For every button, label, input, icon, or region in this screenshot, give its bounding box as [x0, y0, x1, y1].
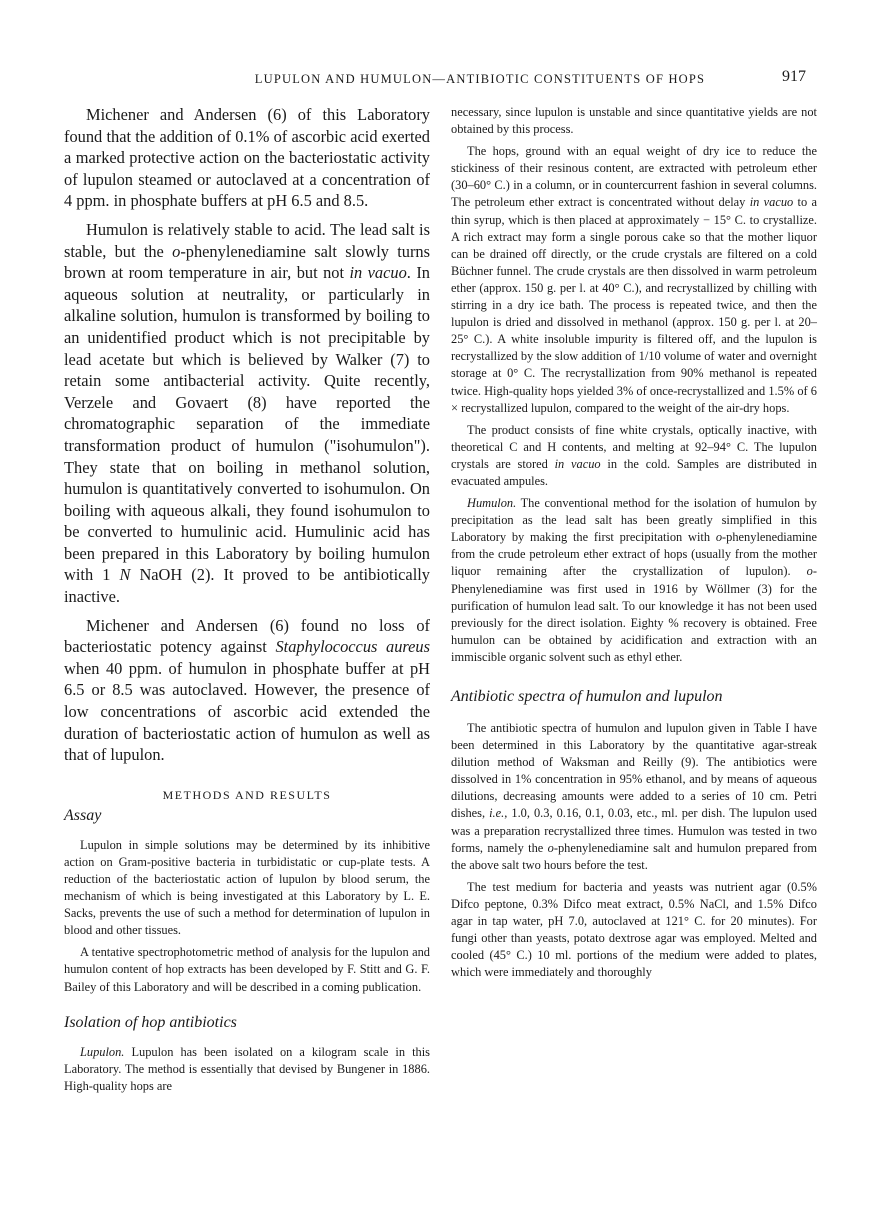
subheading-antibiotic-spectra: Antibiotic spectra of humulon and lupulon	[451, 688, 723, 705]
paragraph-product-description: The product consists of fine white crystals, optically inactive, with theoretical C and H contents, and melting at 92–94° C. The lupulon crystals are stored in vacuo in the cold. Samples are distributed in evacuated ampules.	[451, 422, 817, 488]
running-head: LUPULON AND HUMULON—ANTIBIOTIC CONSTITUENTS OF HOPS	[254, 72, 706, 86]
paragraph-humulon-stability: Humulon is relatively stable to acid. The lead salt is stable, but the o-phenylenediamine salt slowly turns brown at room temperature in air, but not in vacuo. In aqueous solution at neutrality, or particularly in alkaline solution, humulon is transformed by boiling to an unidentified product which is not precipitable by lead acetate but which is believed by Walker (7) to retain some antibacterial activity. Quite recently, Verzele and Govaert (8) have reported the chromatographic separation of the immediate transformation product of humulon ("isohumulon"). They state that on boiling in methanol solution, humulon is quantitatively converted to isohumulon. On boiling with aqueous alkali, they found isohumulon to be converted to humulinic acid. Humulinic acid has been prepared in this Laboratory by boiling humulon with 1 N NaOH (2). It proved to be antibiotically inactive.	[64, 219, 430, 607]
lupulon-method-section	[451, 104, 817, 666]
paragraph-hops-extraction: The hops, ground with an equal weight of dry ice to reduce the stickiness of their resinous content, are extracted with petroleum ether (30–60° C.) in a column, or in countercurrent fashion in several columns. The petroleum ether extract is concentrated without delay in vacuo to a thin syrup, which is then placed at approximately − 15° C. to crystallize. A rich extract may form a single porous cake so that the mother liquor can be drained off directly, or the crude crystals are filtered on a cold Büchner funnel. The crude crystals are then dissolved in warm petroleum ether (approx. 150 g. per l. at 40° C.), and recrystallized by chilling with stirring in a dry ice bath. The process is repeated twice, and then the lupulon is dried and dissolved in methanol (approx. 150 g. per l. at 20–25° C.). A white insoluble impurity is filtered off, and the lupulon is recrystallized by the slow addition of 1/10 volume of water and overnight storage at 0° C. The recrystallization from 90% methanol is repeated twice. High-quality hops yielded 3% of once-recrystallized and 1.5% of 6 × recrystallized lupulon, compared to the weight of the air-dry hops.	[451, 144, 818, 415]
assay-section	[64, 837, 430, 996]
page-number: 917	[782, 68, 806, 85]
left-column	[64, 104, 430, 1100]
paragraph-ascorbic-protection: Michener and Andersen (6) of this Laboratory found that the addition of 0.1% of ascorbic acid exerted a marked protective action on the bacteriostatic activity of lupulon steamed or autoclaved at a concentration of 4 ppm. in phosphate buffers at pH 6.5 and 8.5.	[64, 105, 430, 211]
paragraph-test-medium: The test medium for bacteria and yeasts was nutrient agar (0.5% Difco peptone, 0.3% Difco meat extract, 0.5% NaCl, and 1.5% Difco agar in tap water, pH 7.0, autoclaved at 121° C. for 20 minutes). For fungi other than yeasts, potato dextrose agar was employed. Melted and cooled (45° C.) 10 ml. portions of the medium were added to plates, which were immediately and thoroughly	[451, 879, 817, 980]
large-type-section	[64, 104, 430, 766]
right-column	[451, 104, 817, 986]
isolation-section	[64, 1044, 430, 1095]
paragraph-lupulon-continued: necessary, since lupulon is unstable and since quantitative yields are not obtained by this process.	[451, 105, 817, 137]
paragraph-bacteriostatic-potency: Michener and Andersen (6) found no loss of bacteriostatic potency against Staphylococcus aureus when 40 ppm. of humulon in phosphate buffer at pH 6.5 or 8.5 was autoclaved. However, the presence of low concentrations of ascorbic acid extended the duration of bacteriostatic action of humulon as well as that of lupulon.	[64, 615, 431, 765]
paragraph-lupulon-isolation: Lupulon. Lupulon has been isolated on a kilogram scale in this Laboratory. The method is essentially that devised by Bungener in 1886. High-quality hops are	[64, 1044, 430, 1093]
paragraph-humulon-isolation: Humulon. The conventional method for the isolation of humulon by precipitation as the lead salt has been greatly simplified in this Laboratory by making the first precipitation with o-phenylenediamine from the crude petroleum ether extract of hops (usually from the mother liquor remaining after the crystallization of lupulon). o-Phenylenediamine was first used in 1916 by Wöllmer (3) for the purification of humulon lead salt. To our knowledge it has not been used previously for the direct isolation. Eighty % recovery is obtained. Free humulon can be obtained by acidification and extraction with an immiscible organic solvent such as ethyl ether.	[451, 496, 817, 664]
subheading-assay: Assay	[64, 806, 102, 824]
paragraph-assay-spectrophotometric: A tentative spectrophotometric method of analysis for the lupulon and humulon content of hop extracts has been developed by F. Stitt and G. F. Bailey of this Laboratory and will be described in a coming publication.	[64, 945, 430, 994]
subheading-isolation: Isolation of hop antibiotics	[64, 1013, 237, 1031]
paragraph-assay-bioassay: Lupulon in simple solutions may be determined by its inhibitive action on Gram-positive bacteria in turbidistatic or cup-plate tests. A reduction of the bacteriostatic action of lupulon by blood serum, the mechanism of which is being investigated at this Laboratory by L. E. Sacks, prevents the use of such a method for determination of lupulon in blood and other tissues.	[64, 837, 430, 938]
paragraph-spectra-method: The antibiotic spectra of humulon and lupulon given in Table I have been determined in this Laboratory by the quantitative agar-streak dilution method of Waksman and Reilly (9). The antibiotics were dissolved in 1% concentration in 95% ethanol, and by means of aqueous dilutions, decreasing amounts were added to a series of 10 cm. Petri dishes, i.e., 1.0, 0.3, 0.16, 0.1, 0.03, etc., ml. per dish. The lupulon used was a preparation recrystallized three times. Humulon was tested in two forms, namely the o-phenylenediamine salt and humulon prepared from the above salt two hours before the test.	[451, 721, 817, 872]
spectra-section	[451, 720, 817, 981]
section-heading-methods: METHODS AND RESULTS	[162, 787, 332, 802]
